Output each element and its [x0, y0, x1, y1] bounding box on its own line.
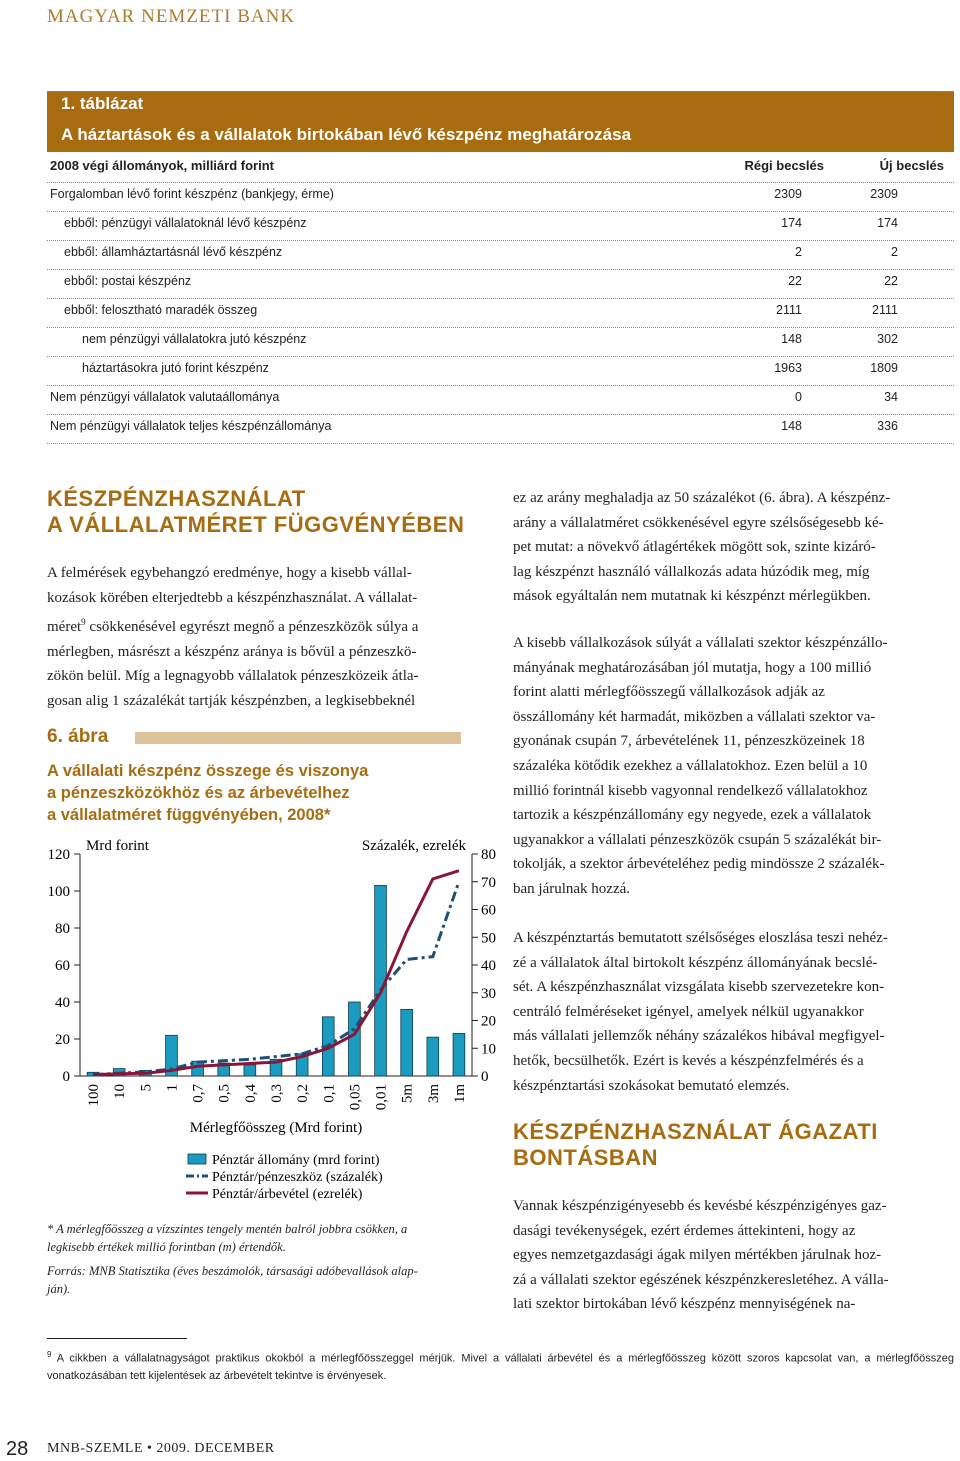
paragraph-line: zá a vállalati szektor egészének készpénzkeresletéhez. A válla-	[513, 1271, 889, 1288]
row-label: Forgalomban lévő forint készpénz (bankjegy, érme)	[50, 187, 334, 201]
paragraph-line: dasági tevékenységek, ezért érdemes áttekinteni, hogy az	[513, 1222, 856, 1239]
row-new-value: 22	[884, 274, 898, 288]
figure-title-line: a pénzeszközökhöz és az árbevételhez	[47, 784, 350, 802]
left-tick-label: 40	[55, 995, 70, 1011]
footnote-text: A cikkben a vállalatnagyságot praktikus okokból a mérlegfőösszeggel mérjük. Mivel a vállalati árbevétel és a mérlegfőösszeg között szoros kapcsolat van, a mérlegfőösszeg vonatkozásában tett kijelentések az árbevételt tekintve is érvényesek.	[47, 1352, 954, 1382]
paragraph-line: centráló felméréseket igényel, amelyek nélkül ugyanakkor	[513, 1003, 864, 1020]
paragraph-line: mérlegben, másrészt a készpénz aránya is bővül a pénzeszkö-	[47, 643, 417, 660]
table-row	[47, 414, 954, 444]
paragraph-line: hetők, becsülhetők. Ezért is kevés a készpénzfelmérés és a	[513, 1052, 864, 1069]
footnote	[47, 1346, 954, 1385]
row-new-value: 34	[884, 390, 898, 404]
paragraph-line: A kisebb vállalkozások súlyát a vállalati szektor készpénzállo-	[513, 635, 888, 651]
paragraph-line: mányának meghatározásában jól mutatja, hogy a 100 millió	[513, 659, 872, 676]
paragraph-line: ez az arány meghaladja az 50 százalékot (6. ábra). A készpénz-	[513, 490, 891, 506]
figure-title	[47, 760, 467, 826]
paragraph-line: más vállalati jellemzők néhány százalékos hibával megfigyel-	[513, 1028, 885, 1045]
row-label: nem pénzügyi vállalatokra jutó készpénz	[82, 332, 307, 346]
table-title: A háztartások és a vállalatok birtokában lévő készpénz meghatározása	[61, 125, 632, 144]
paragraph-line: ugyanakkor a vállalati pénzeszközök csupán 5 százalékát bir-	[513, 831, 882, 848]
right-axis-title: Százalék, ezrelék	[361, 838, 466, 854]
row-label: háztartásokra jutó forint készpénz	[82, 361, 269, 375]
left-tick-label: 0	[62, 1069, 70, 1085]
table-number: 1. táblázat	[61, 94, 144, 113]
paragraph-line: ban járulnak hozzá.	[513, 880, 631, 897]
col-header-label: 2008 végi állományok, milliárd forint	[50, 158, 274, 173]
table-row	[47, 385, 954, 415]
paragraph-line: pet mutat: a növekvő átlagértékek mögött sok, szinte kizáró-	[513, 539, 876, 556]
figure-decor-bar	[135, 732, 461, 744]
legend-label: Pénztár/árbevétel (ezrelék)	[212, 1187, 363, 1202]
paragraph-line: tokolják, a szektor árbevételéhez pedig mindössze 2 százalék-	[513, 856, 885, 873]
row-new-value: 2111	[872, 303, 898, 317]
paragraph-line: zökön belül. Míg a legnagyobb vállalatok pénzeszközeik átla-	[47, 668, 419, 685]
paragraph-line: lag készpénzt használó vállalkozás adata húzódik meg, míg	[513, 563, 870, 580]
paragraph-line: arány a vállalatméret csökkenésével egyre szélsőségesebb ké-	[513, 514, 884, 531]
bar	[244, 1065, 256, 1076]
table-row	[47, 240, 954, 270]
x-tick-label: 0,05	[347, 1084, 364, 1111]
paragraph-line: A felmérések egybehangzó eredménye, hogy a kisebb vállal-	[47, 565, 412, 581]
paragraph-line	[47, 610, 478, 640]
table-header	[47, 92, 954, 152]
bank-header: MAGYAR NEMZETI BANK	[47, 6, 296, 27]
figure-title-line: a vállalatméret függvényében, 2008*	[47, 806, 331, 824]
left-tick-label: 80	[55, 921, 70, 937]
row-new-value: 2	[891, 245, 898, 259]
cash-table	[47, 91, 954, 438]
x-tick-label: 3m	[425, 1084, 442, 1104]
right-tick-label: 10	[481, 1041, 496, 1058]
bar	[427, 1037, 439, 1076]
left-tick-label: 100	[47, 884, 70, 900]
right-tick-label: 70	[481, 874, 496, 891]
figure-source	[47, 1262, 477, 1298]
table-row	[47, 182, 954, 212]
paragraph-line: zé a vállalatok által birtokolt készpénz állományának becslé-	[513, 954, 878, 971]
x-tick-label: 0,5	[216, 1084, 233, 1103]
page-number: 28	[6, 1438, 29, 1460]
row-label: ebből: felosztható maradék összeg	[64, 303, 258, 317]
paragraph-line: millió forintnál kisebb vagyonnal rendelkező vállalatokhoz	[513, 782, 868, 799]
bar	[401, 1009, 413, 1076]
paragraph-line: tartozik a készpénzállomány egy negyede, ezek a vállalatok	[513, 807, 872, 824]
note-line: * A mérlegfőösszeg a vízszintes tengely mentén balról jobbra csökken, a	[47, 1222, 408, 1236]
section-title-line: KÉSZPÉNZHASZNÁLAT	[47, 486, 306, 511]
x-tick-label: 1m	[451, 1084, 468, 1104]
row-new-value: 336	[877, 419, 898, 433]
left-tick-label: 60	[55, 958, 70, 974]
paragraph-line: kozások körében elterjedtebb a készpénzhasználat. A vállalat-	[47, 589, 418, 606]
right-tick-label: 20	[481, 1013, 496, 1030]
paragraph-word: méret	[47, 619, 82, 636]
right-tick-label: 40	[481, 958, 496, 974]
figure-note	[47, 1220, 477, 1256]
legend-label: Pénztár/pénzeszköz (százalék)	[212, 1170, 383, 1185]
row-label: Nem pénzügyi vállalatok valutaállománya	[50, 390, 280, 404]
col-old-label: Régi becslés	[744, 158, 824, 173]
right-tick-label: 30	[481, 985, 496, 1002]
footnote-ref: 9	[81, 617, 86, 628]
bar	[349, 1002, 361, 1076]
x-tick-label: 5	[138, 1084, 155, 1092]
journal-footer: MNB-SZEMLE • 2009. DECEMBER	[47, 1441, 275, 1456]
row-new-value: 2309	[870, 187, 898, 201]
section-title-2	[513, 1119, 878, 1171]
paragraph-text: csökkenésével egyrészt megnő a pénzeszközök súlya a	[89, 619, 419, 636]
x-tick-label: 0,4	[242, 1084, 259, 1103]
left-axis-title: Mrd forint	[86, 838, 149, 854]
row-new-value: 302	[877, 332, 898, 346]
col-new-label: Új becslés	[879, 158, 944, 173]
bar	[453, 1033, 465, 1076]
section-paragraph	[47, 561, 478, 714]
paragraph-line: mások egyáltalán nem mutatnak ki készpénzt mérlegükben.	[513, 588, 871, 605]
legend-swatch-bars	[188, 1154, 206, 1164]
table-row	[47, 298, 954, 328]
x-tick-label: 10	[112, 1084, 129, 1099]
x-tick-label: 1	[164, 1084, 181, 1092]
row-label: ebből: postai készpénz	[64, 274, 192, 288]
right-paragraph-2	[513, 631, 954, 902]
right-paragraph-4	[513, 1194, 954, 1317]
table-column-header	[47, 153, 954, 183]
paragraph-line: készpénztartási szokásokat bemutató elemzés.	[513, 1077, 790, 1094]
paragraph-line: gosan alig 1 százalékát tartják készpénzben, a legkisebbeknél	[47, 692, 416, 709]
figure-title-line: A vállalati készpénz összege és viszonya	[47, 762, 369, 780]
footnote-number: 9	[47, 1350, 52, 1359]
right-paragraph-3	[513, 926, 954, 1098]
right-tick-label: 0	[481, 1069, 489, 1085]
section-title	[47, 486, 464, 538]
row-old-value: 2	[795, 245, 802, 259]
row-old-value: 2111	[776, 303, 802, 317]
right-tick-label: 50	[481, 930, 496, 947]
paragraph-line: sét. A készpénzhasználat vizsgálata kisebb szervezetekre kon-	[513, 979, 885, 996]
left-tick-label: 120	[47, 847, 70, 863]
legend-label: Pénztár állomány (mrd forint)	[212, 1153, 380, 1168]
paragraph-line: lati szektor birtokában lévő készpénz mennyiségének na-	[513, 1296, 856, 1313]
left-tick-label: 20	[55, 1032, 70, 1048]
paragraph-line: összállomány két harmadát, miközben a vállalati szektor va-	[513, 708, 876, 725]
row-new-value: 174	[877, 216, 898, 230]
paragraph-line: egyes nemzetgazdasági ágak milyen mértékben járulnak hoz-	[513, 1247, 882, 1264]
figure-number: 6. ábra	[47, 726, 109, 747]
x-tick-label: 100	[86, 1084, 103, 1107]
source-line: Forrás: MNB Statisztika (éves beszámolók, társasági adóbevallások alap-	[47, 1264, 418, 1278]
paragraph-line: Vannak készpénzigényesebb és kevésbé készpénzigényes gaz-	[513, 1198, 887, 1214]
row-label: ebből: pénzügyi vállalatoknál lévő készpénz	[64, 216, 307, 230]
row-old-value: 22	[788, 274, 802, 288]
note-line: legkisebb értékek millió forintban (m) értendők.	[47, 1240, 286, 1254]
x-tick-label: 0,01	[373, 1084, 390, 1111]
paragraph-line: A készpénztartás bemutatott szélsőséges eloszlása teszi nehéz-	[513, 930, 888, 946]
table-row	[47, 211, 954, 241]
row-old-value: 148	[781, 419, 802, 433]
x-axis-title: Mérlegfőösszeg (Mrd forint)	[189, 1120, 363, 1136]
row-old-value: 148	[781, 332, 802, 346]
x-tick-label: 0,3	[269, 1084, 285, 1103]
row-label: ebből: államháztartásnál lévő készpénz	[64, 245, 283, 259]
paragraph-line: forint alatti mérlegfőösszegű vállalkozások adják az	[513, 684, 825, 701]
paragraph-line: százaléka kötődik ezekhez a vállalatokhoz. Ezen belül a 10	[513, 757, 868, 774]
x-tick-label: 0,1	[321, 1084, 338, 1103]
paragraph-line: gyonának csupán 7, árbevételének 11, pénzeszközeinek 18	[513, 733, 865, 750]
right-tick-label: 80	[481, 847, 496, 863]
table-row	[47, 327, 954, 357]
footnote-divider	[47, 1338, 187, 1339]
row-old-value: 2309	[774, 187, 802, 201]
row-old-value: 0	[795, 390, 802, 404]
section-title-line: BONTÁSBAN	[513, 1145, 659, 1170]
right-paragraph-1	[513, 486, 954, 609]
table-row	[47, 269, 954, 299]
right-tick-label: 60	[481, 902, 496, 919]
x-tick-label: 0,7	[190, 1084, 207, 1103]
row-old-value: 174	[781, 216, 802, 230]
row-new-value: 1809	[870, 361, 898, 375]
figure-chart	[10, 828, 496, 1208]
x-tick-label: 5m	[399, 1084, 416, 1104]
row-label: Nem pénzügyi vállalatok teljes készpénzállománya	[50, 419, 332, 433]
x-tick-label: 0,2	[295, 1084, 312, 1103]
section-title-line: KÉSZPÉNZHASZNÁLAT ÁGAZATI	[513, 1119, 878, 1144]
source-line: ján).	[47, 1282, 71, 1296]
row-old-value: 1963	[774, 361, 802, 375]
section-title-line: A VÁLLALATMÉRET FÜGGVÉNYÉBEN	[47, 512, 465, 537]
table-row	[47, 356, 954, 386]
